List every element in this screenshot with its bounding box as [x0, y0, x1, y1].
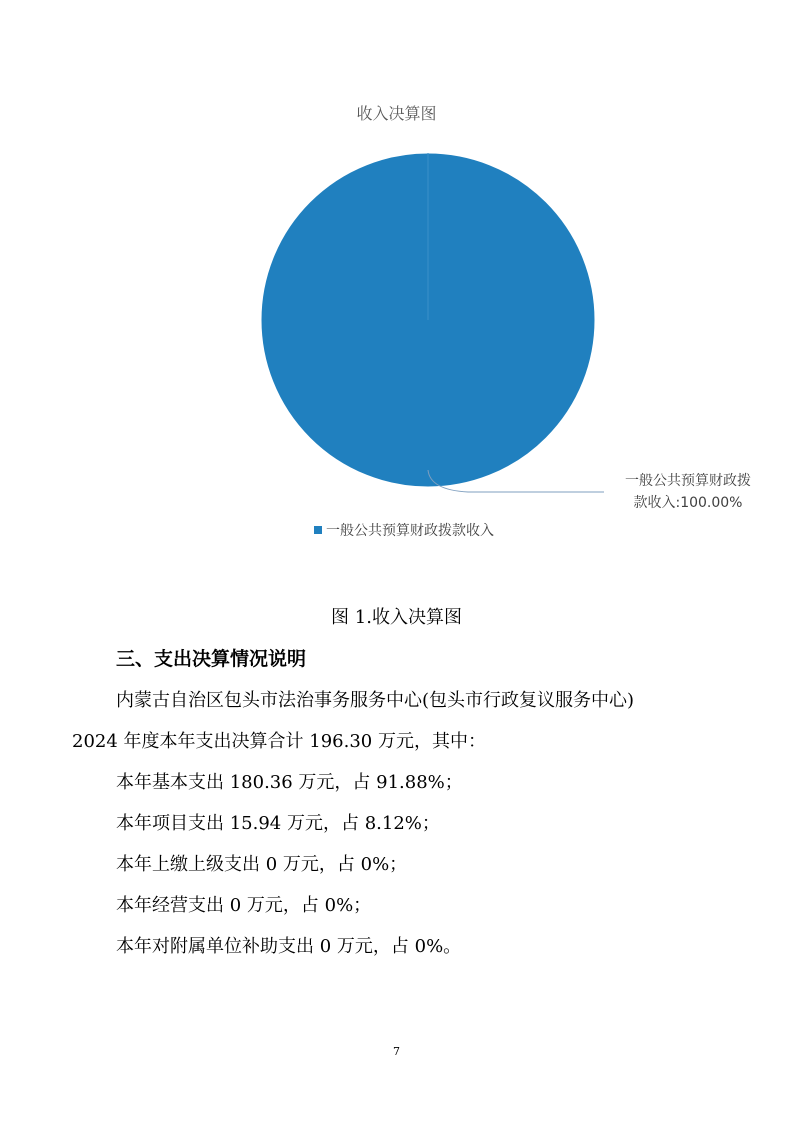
- paragraph-line-1: 内蒙古自治区包头市法治事务服务中心(包头市行政复议服务中心): [116, 690, 635, 711]
- pie-chart: [0, 0, 793, 560]
- pie-data-label: [598, 470, 778, 514]
- legend-label: 一般公共预算财政拨款收入: [326, 523, 494, 539]
- chart-legend: [314, 520, 494, 540]
- expense-item-remit: 本年上缴上级支出 0 万元，占 0%；: [116, 854, 408, 875]
- pie-data-label-line-1: 一般公共预算财政拨: [625, 473, 751, 489]
- legend-swatch: [314, 526, 322, 534]
- figure-caption: 图 1.收入决算图: [331, 607, 462, 628]
- expense-item-basic: 本年基本支出 180.36 万元，占 91.88%；: [116, 772, 463, 793]
- section-heading: 三、支出决算情况说明: [116, 648, 307, 670]
- expense-item-project: 本年项目支出 15.94 万元，占 8.12%；: [116, 813, 440, 834]
- page-number: 7: [393, 1045, 400, 1058]
- expense-item-operating: 本年经营支出 0 万元，占 0%；: [116, 895, 372, 916]
- paragraph-line-2: 2024 年度本年支出决算合计 196.30 万元，其中：: [72, 731, 486, 752]
- chart-title: 收入决算图: [356, 104, 437, 123]
- pie-data-label-line-2: 款收入:100.00%: [633, 495, 743, 511]
- expense-item-subsidy: 本年对附属单位补助支出 0 万元，占 0%。: [116, 936, 462, 957]
